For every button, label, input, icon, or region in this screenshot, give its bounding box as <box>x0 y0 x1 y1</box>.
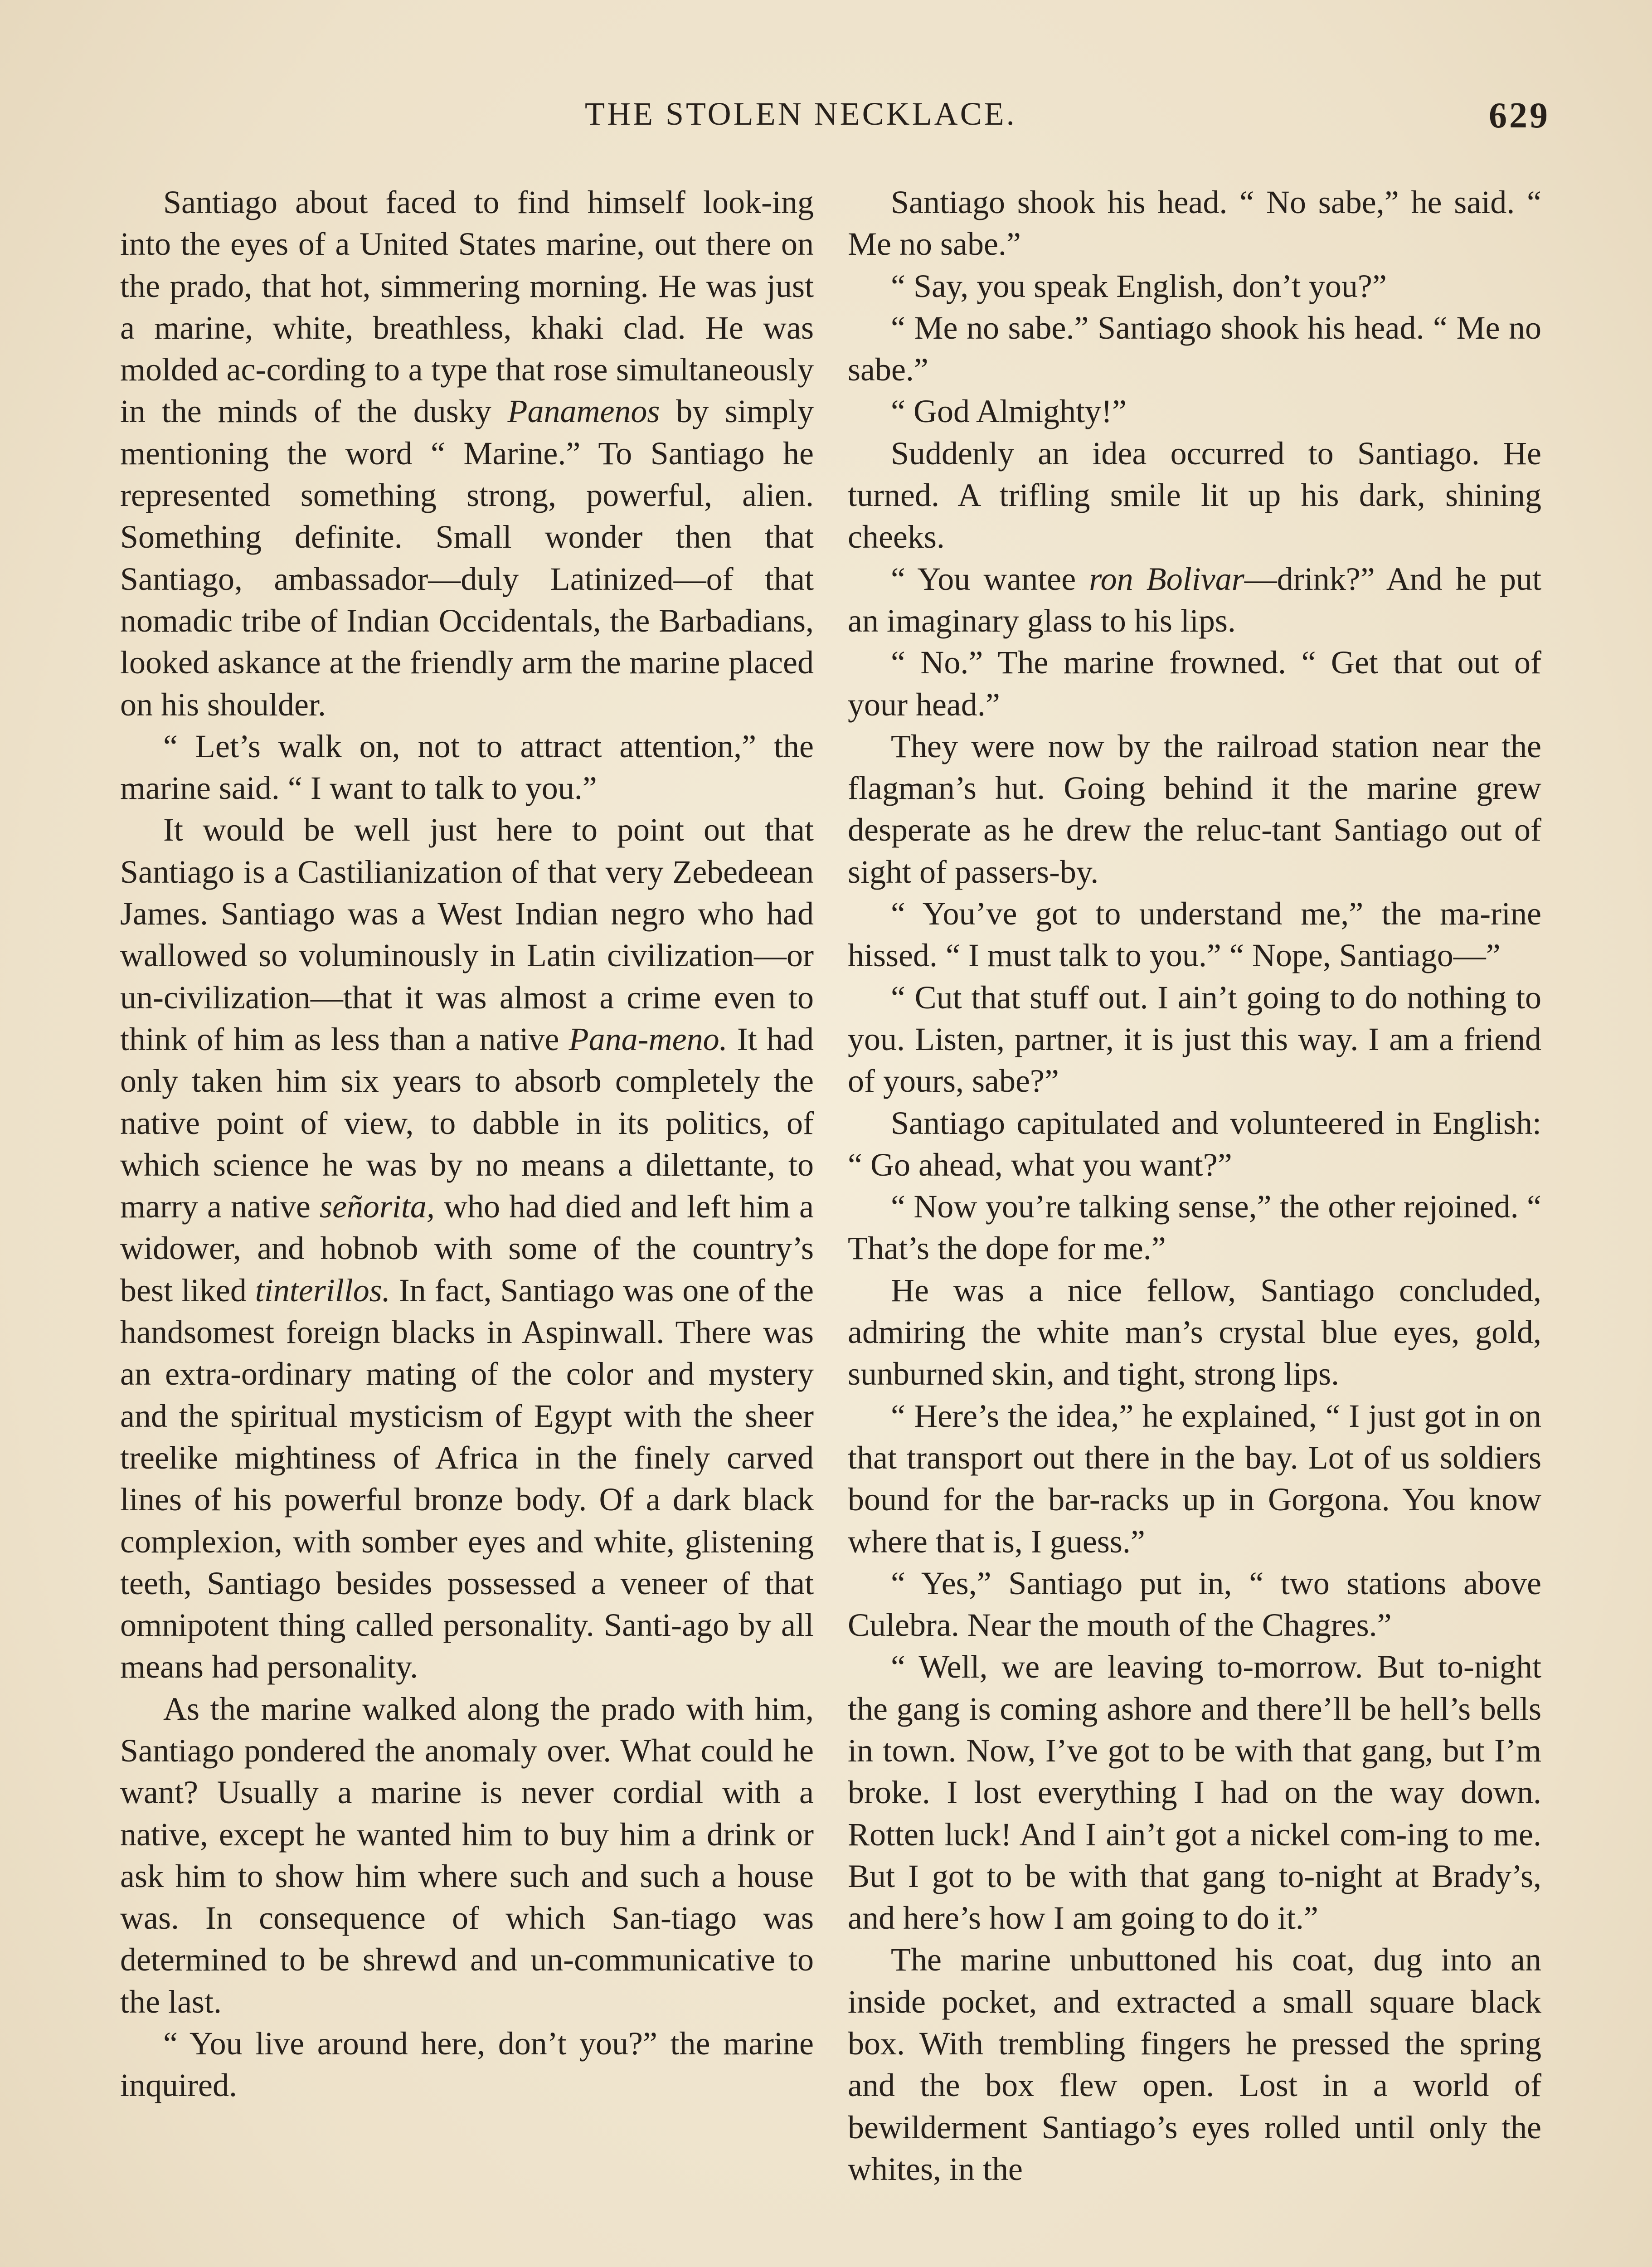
paragraph <box>848 307 1541 391</box>
text-run: “ God Almighty!” <box>891 393 1127 430</box>
paragraph <box>848 1186 1541 1270</box>
paragraph <box>848 977 1541 1102</box>
text-column-left <box>120 181 814 2106</box>
paragraph <box>848 265 1541 307</box>
text-run: He was a nice fellow, Santiago concluded, admiring the white man’s crystal blue eyes, gold, sunburned skin, and tight, strong lips. <box>848 1272 1541 1392</box>
text-run: “ Yes,” Santiago put in, “ two stations above Culebra. Near the mouth of the Chagres.” <box>848 1565 1541 1644</box>
paragraph <box>848 725 1541 893</box>
page-number: 629 <box>1489 96 1550 136</box>
text-column-right <box>848 181 1541 2190</box>
page-title: THE STOLEN NECKLACE. <box>585 96 1017 132</box>
paragraph <box>120 725 814 809</box>
text-run: They were now by the railroad station near the flagman’s hut. Going behind it the marine grew desperate as he drew the reluc-tant Santiago out of sight of passers-by. <box>848 728 1541 890</box>
text-run: “ Here’s the idea,” he explained, “ I just got in on that transport out there in the bay. Lot of us soldiers bound for the bar-racks up in Gorgona. You know where that is, I guess.” <box>848 1397 1541 1560</box>
italic-text: tinterillos. <box>255 1272 390 1309</box>
text-run: It had only taken him six years to absorb completely the native point of view, to dabble in its politics, of which science he was by no means a dilettante, to marry a native <box>120 1021 814 1225</box>
text-run: “ No.” The marine frowned. “ Get that out of your head.” <box>848 644 1541 723</box>
text-run: Santiago about faced to find himself look-ing into the eyes of a United States marine, out there on the prado, that hot, simmering morning. He was just a marine, white, breathless, khaki clad. He was molded ac-cording to a type that rose simultaneously in the minds of the dusky <box>120 184 814 430</box>
text-run: The marine unbuttoned his coat, dug into an inside pocket, and extracted a small square black box. With trembling fingers he pressed the spring and the box flew open. Lost in a world of bewilderment Santiago’s eyes rolled until only the whites, in the <box>848 1941 1541 2187</box>
text-run: “ You’ve got to understand me,” the ma-rine hissed. “ I must talk to you.” “ Nope, Santiago—” <box>848 895 1541 974</box>
paragraph <box>120 809 814 1688</box>
paragraph <box>120 2023 814 2106</box>
paragraph <box>848 181 1541 265</box>
paragraph <box>848 433 1541 558</box>
paragraph <box>848 1270 1541 1395</box>
paragraph <box>848 642 1541 725</box>
paragraph <box>848 893 1541 977</box>
italic-text: Panamenos <box>507 393 660 430</box>
text-run: “ You live around here, don’t you?” the marine inquired. <box>120 2025 814 2104</box>
paragraph <box>848 558 1541 642</box>
paragraph <box>848 1646 1541 1939</box>
text-run: “ Cut that stuff out. I ain’t going to do nothing to you. Listen, partner, it is just this way. I am a friend of yours, sabe?” <box>848 979 1541 1099</box>
paragraph <box>120 181 814 725</box>
italic-text: señorita, <box>319 1188 435 1225</box>
text-run: “ Me no sabe.” Santiago shook his head. “ Me no sabe.” <box>848 309 1541 388</box>
text-run: “ Let’s walk on, not to attract attention,” the marine said. “ I want to talk to you.” <box>120 728 814 807</box>
paragraph <box>848 1102 1541 1186</box>
text-run: who had died and left him a widower, and hobnob with some of the country’s best liked <box>120 1188 814 1309</box>
paragraph <box>848 390 1541 432</box>
paragraph <box>848 1562 1541 1646</box>
text-run: “ Well, we are leaving to-morrow. But to-night the gang is coming ashore and there’ll be hell’s bells in town. Now, I’ve got to be with that gang, but I’m broke. I lost everything I had on the way down. Rotten luck! And I ain’t got a nickel com-ing to me. But I got to be with that gang to-night at Brady’s, and here’s how I am going to do it.” <box>848 1649 1541 1936</box>
text-run: As the marine walked along the prado with him, Santiago pondered the anomaly over. What could he want? Usually a marine is never cordial with a native, except he wanted him to buy him a drink or ask him to show him where such and such a house was. In consequence of which San-tiago was determined to be shrewd and un-communicative to the last. <box>120 1690 814 2020</box>
paragraph <box>120 1688 814 2023</box>
text-run: It would be well just here to point out that Santiago is a Castilianization of that very Zebedeean James. Santiago was a West Indian negro who had wallowed so voluminously in Latin civilization—or un-civilization—that it was almost a crime even to think of him as less than a native <box>120 812 814 1057</box>
text-run: In fact, Santiago was one of the handsomest foreign blacks in Aspinwall. There was an extra-ordinary mating of the color and mystery and the spiritual mysticism of Egypt with the sheer treelike mightiness of Africa in the finely carved lines of his powerful bronze body. Of a dark black complexion, with somber eyes and white, glistening teeth, Santiago besides possessed a veneer of that omnipotent thing called personality. Santi-ago by all means had personality. <box>120 1272 814 1685</box>
text-run: “ Say, you speak English, don’t you?” <box>891 268 1387 304</box>
text-run: “ Now you’re talking sense,” the other rejoined. “ That’s the dope for me.” <box>848 1188 1541 1267</box>
text-run: Santiago shook his head. “ No sabe,” he said. “ Me no sabe.” <box>848 184 1541 263</box>
text-run: by simply mentioning the word “ Marine.” To Santiago he represented something strong, powerful, alien. Something definite. Small wonder then that Santiago, ambassador—duly Latinized—of that nomadic tribe of Indian Occidentals, the Barbadians, looked askance at the friendly arm the marine placed on his shoulder. <box>120 393 814 723</box>
text-run: “ You wantee <box>891 560 1089 597</box>
italic-text: Pana-meno. <box>568 1021 728 1057</box>
paragraph <box>848 1395 1541 1562</box>
paragraph <box>848 1939 1541 2190</box>
text-run: —drink?” And he put an imaginary glass to his lips. <box>848 560 1541 639</box>
text-run: Santiago capitulated and volunteered in English: “ Go ahead, what you want?” <box>848 1104 1541 1183</box>
italic-text: ron Bolivar <box>1089 560 1244 597</box>
text-run: Suddenly an idea occurred to Santiago. He turned. A trifling smile lit up his dark, shining cheeks. <box>848 435 1541 555</box>
